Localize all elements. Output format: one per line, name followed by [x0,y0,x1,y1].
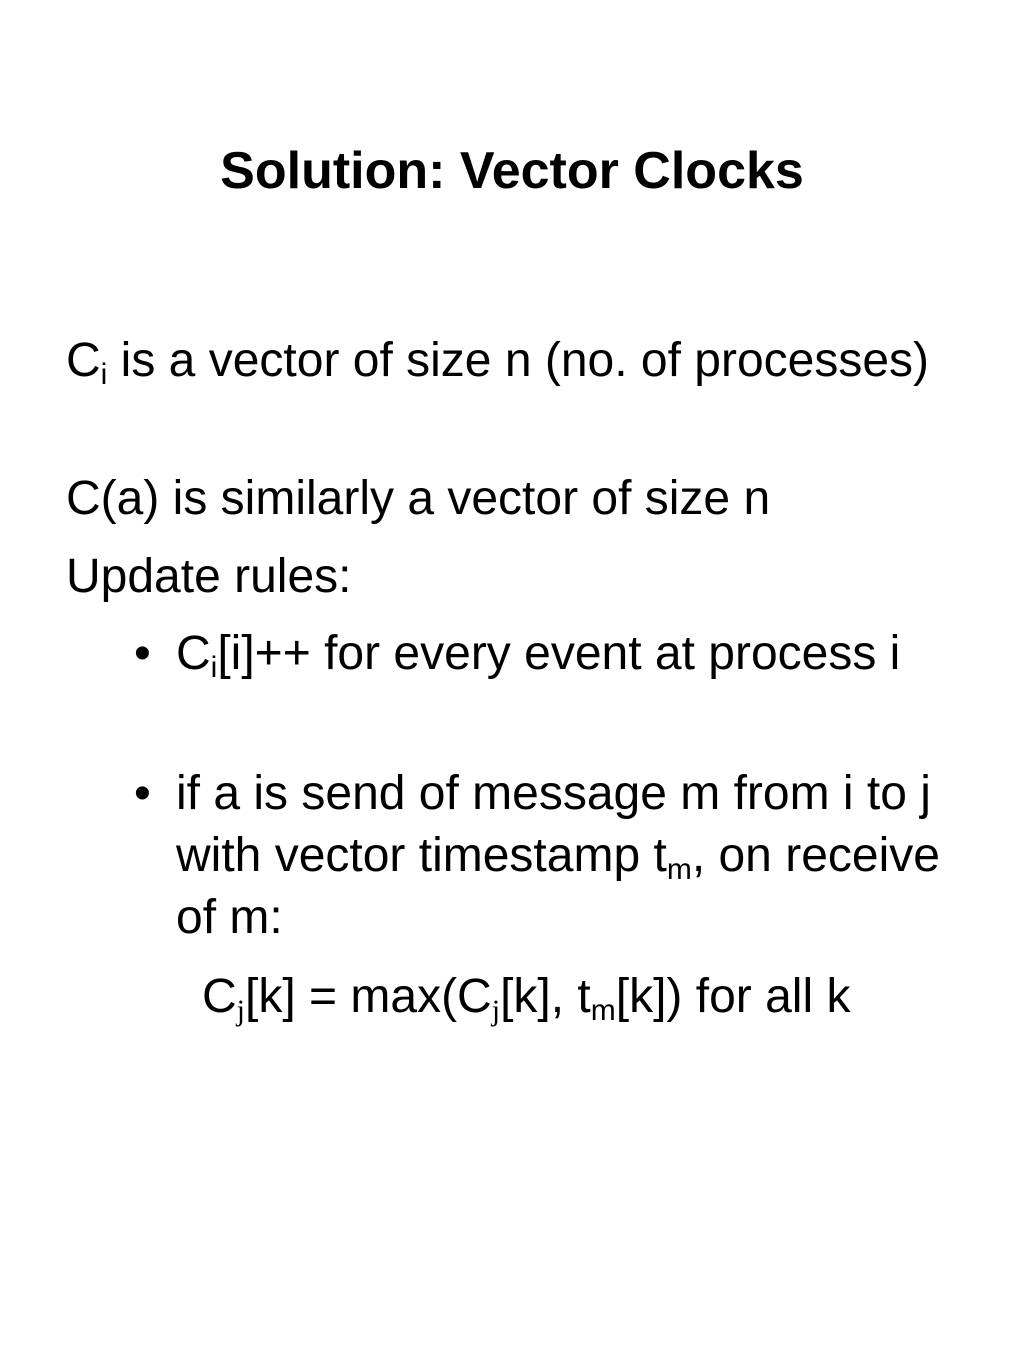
bullet-content [176,763,964,949]
subscript: j [491,994,501,1027]
subscript: i [100,358,108,391]
text-run: , on receive of m: [176,829,940,944]
bullet-icon: • [134,767,151,820]
text-run: C [176,627,211,680]
text-run: [k], t [500,970,591,1023]
body-line-update-rules: Update rules: [66,550,352,603]
text-run: C [66,334,101,387]
body-line-ci-definition [66,330,1016,392]
bullet-item-receive [134,763,964,949]
text-run: [k]) for all k [615,970,851,1023]
subscript: j [236,994,246,1027]
slide-title: Solution: Vector Clocks [220,142,804,200]
update-formula [202,966,982,1028]
subscript: m [666,853,692,886]
body-line-ca-definition: C(a) is similarly a vector of size n [66,472,771,525]
subscript: i [210,651,218,684]
text-run: if a is send of message m from i to j with vector timestamp t [176,767,931,882]
bullet-content [176,623,964,685]
subscript: m [590,994,616,1027]
text-run: is a vector of size n (no. of processes) [107,334,930,387]
text-run: [k] = max(C [245,970,492,1023]
bullet-icon: • [134,627,151,680]
bullet-item-increment [134,623,964,685]
text-run: C [202,970,237,1023]
text-run: [i]++ for every event at process i [217,627,901,680]
